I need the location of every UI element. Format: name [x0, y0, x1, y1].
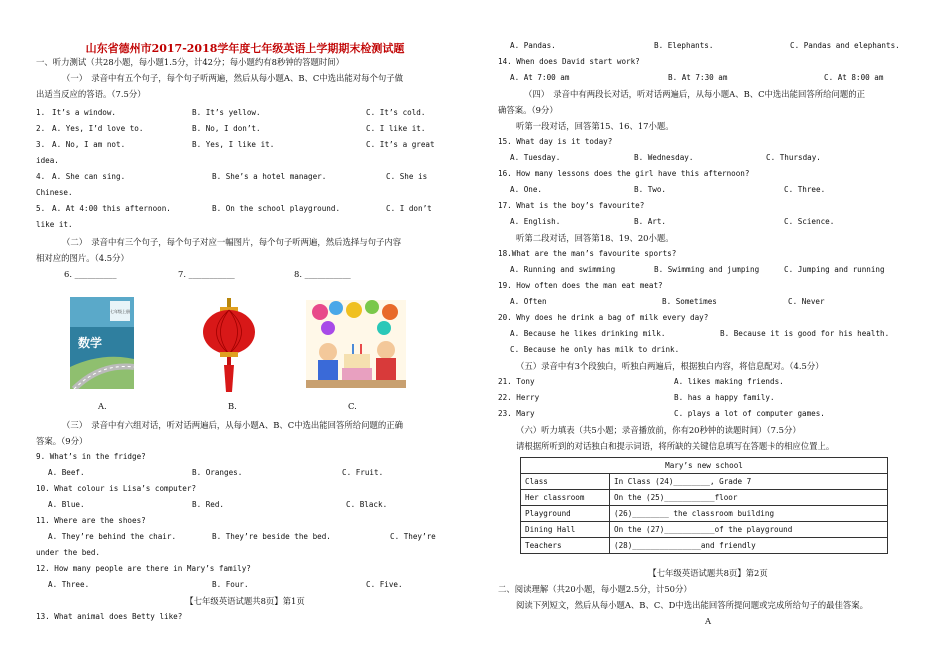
math-textbook-image [70, 297, 134, 389]
question-20-options: A. Because he likes drinking milk. B. Because it is good for his health. [510, 329, 890, 338]
question-15-options: A. Tuesday. B. Wednesday. C. Thursday. [510, 153, 821, 162]
question-11-cont: under the bed. [36, 548, 101, 557]
page-footer-2: 【七年级英语试题共8页】第2页 [648, 568, 768, 578]
question-11: 11. Where are the shoes? [36, 516, 146, 525]
red-lantern-image [202, 298, 256, 394]
question-18: 18.What are the man’s favourite sports? [498, 249, 677, 258]
part6-instruction: （六）听力填表（共5小题；录音播放前，你有20秒钟的读题时间）（7.5分） [516, 425, 801, 435]
question-17: 17. What is the boy’s favourite? [498, 201, 645, 210]
part3-instruction-cont: 答案。（9分） [36, 436, 88, 446]
part4-instruction-cont: 确答案。（9分） [498, 105, 558, 115]
picture-label-c: C. [348, 401, 357, 411]
question-19: 19. How often does the man eat meat? [498, 281, 663, 290]
question-17-options: A. English. B. Art. C. Science. [510, 217, 835, 226]
question-15: 15. What day is it today? [498, 137, 613, 146]
part4-instruction: （四） 录音中有两段长对话，听对话两遍后，从每小题A、B、C中选出能回答所给问题的正 [524, 89, 866, 99]
table-row: Playground (26)________ the classroom building [521, 506, 888, 522]
birthday-party-image [306, 300, 406, 388]
part1-instruction: （一） 录音中有五个句子，每个句子听两遍，然后从每小题A、B、C中选出能对每个句子做 [62, 73, 404, 83]
picture-blanks [36, 268, 454, 280]
blank-6: 6. __________ [64, 269, 117, 279]
part1-instruction-cont: 出适当反应的答语。（7.5分） [36, 89, 146, 99]
question-3: 3. A. No, I am not. B. Yes, I like it. C. It’s a great [36, 140, 435, 149]
question-14-options: A. At 7:00 am B. At 7:30 am C. At 8:00 am [510, 73, 884, 82]
reading-instruction: 阅读下列短文，然后从每小题A、B、C、D中选出能回答所提问题或完成所给句子的最佳答案。 [516, 600, 868, 610]
picture-labels [36, 400, 454, 412]
question-13: 13. What animal does Betty like? [36, 612, 183, 621]
table-row: Her classroom On the (25)___________floor [521, 490, 888, 506]
question-4: 4. A. She can sing. B. She’s a hotel manager. C. She is [36, 172, 428, 181]
question-4-cont: Chinese. [36, 188, 73, 197]
part3-instruction: （三） 录音中有六组对话，听对话两遍后，从每小题A、B、C中选出能回答所给问题的正确 [62, 420, 404, 430]
page-footer-1: 【七年级英语试题共8页】第1页 [185, 596, 305, 606]
question-9: 9. What’s in the fridge? [36, 452, 146, 461]
table-row: Dining Hall On the (27)___________of the playground [521, 522, 888, 538]
question-3-cont: idea. [36, 156, 59, 165]
question-12-options: A. Three. B. Four. C. Five. [48, 580, 403, 589]
question-20-option-c: C. Because he only has milk to drink. [510, 345, 680, 354]
reading-header: 二、阅读理解（共20小题，每小题2.5分，计50分） [498, 584, 692, 594]
question-13-options: A. Pandas. B. Elephants. C. Pandas and elephants. [510, 41, 900, 50]
reading-passage-label: A [704, 616, 712, 626]
part2-instruction: （二） 录音中有三个句子，每个句子对应一幅图片，每个句子听两遍，然后选择与句子内容 [62, 237, 402, 247]
part6-instruction-cont: 请根据所听到的对话独白和提示词语，将所缺的关键信息填写在答题卡的相应位置上。 [516, 441, 835, 451]
blank-7: 7. ___________ [178, 269, 235, 279]
table-row: Class In Class (24)________, Grade 7 [521, 474, 888, 490]
question-2: 2. A. Yes, I’d love to. B. No, I don’t. C. I like it. [36, 124, 426, 133]
question-16: 16. How many lessons does the girl have this afternoon? [498, 169, 750, 178]
table-row: Teachers (28)_______________and friendly [521, 538, 888, 554]
question-14: 14. When does David start work? [498, 57, 640, 66]
blank-8: 8. ___________ [294, 269, 351, 279]
question-19-options: A. Often B. Sometimes C. Never [510, 297, 825, 306]
marys-school-table [520, 457, 888, 554]
listening-header: 一、听力测试（共28小题，每小题1.5分，计42分；每小题约有8秒钟的答题时间） [36, 57, 344, 67]
question-20: 20. Why does he drink a bag of milk every day? [498, 313, 709, 322]
book-corner-text: 七年级上册 [110, 309, 130, 314]
question-10: 10. What colour is Lisa’s computer? [36, 484, 197, 493]
question-1: 1. It’s a window. B. It’s yellow. C. It’s cold. [36, 108, 426, 117]
book-title-text: 数学 [78, 336, 103, 350]
question-21: 21. Tony A. likes making friends. [498, 377, 784, 386]
question-22: 22. Herry B. has a happy family. [498, 393, 775, 402]
question-16-options: A. One. B. Two. C. Three. [510, 185, 826, 194]
page-title: 山东省德州市2017-2018学年度七年级英语上学期期末检测试题 [85, 42, 405, 55]
dialog1-note: 听第一段对话，回答第15、16、17小题。 [516, 121, 674, 131]
question-12: 12. How many people are there in Mary’s family? [36, 564, 251, 573]
part5-instruction: （五）录音中有3个段独白，听独白两遍后，根据独白内容，将信息配对。（4.5分） [516, 361, 824, 371]
part2-instruction-cont: 相对应的图片。（4.5分） [36, 253, 129, 263]
right-column [498, 0, 918, 671]
question-18-options: A. Running and swimming B. Swimming and jumping C. Jumping and running [510, 265, 885, 274]
question-9-options: A. Beef. B. Oranges. C. Fruit. [48, 468, 384, 477]
table-header-row [521, 458, 888, 474]
question-5-cont: like it. [36, 220, 73, 229]
question-10-options: A. Blue. B. Red. C. Black. [48, 500, 388, 509]
picture-label-a: A. [98, 401, 107, 411]
question-11-options: A. They’re behind the chair. B. They’re beside the bed. C. They’re [48, 532, 436, 541]
question-23: 23. Mary C. plays a lot of computer games. [498, 409, 825, 418]
left-column [36, 0, 454, 671]
table-header: Mary’s new school [521, 458, 888, 474]
picture-label-b: B. [228, 401, 237, 411]
question-5: 5. A. At 4:00 this afternoon. B. On the school playground. C. I don’t [36, 204, 432, 213]
dialog2-note: 听第二段对话，回答第18、19、20小题。 [516, 233, 674, 243]
